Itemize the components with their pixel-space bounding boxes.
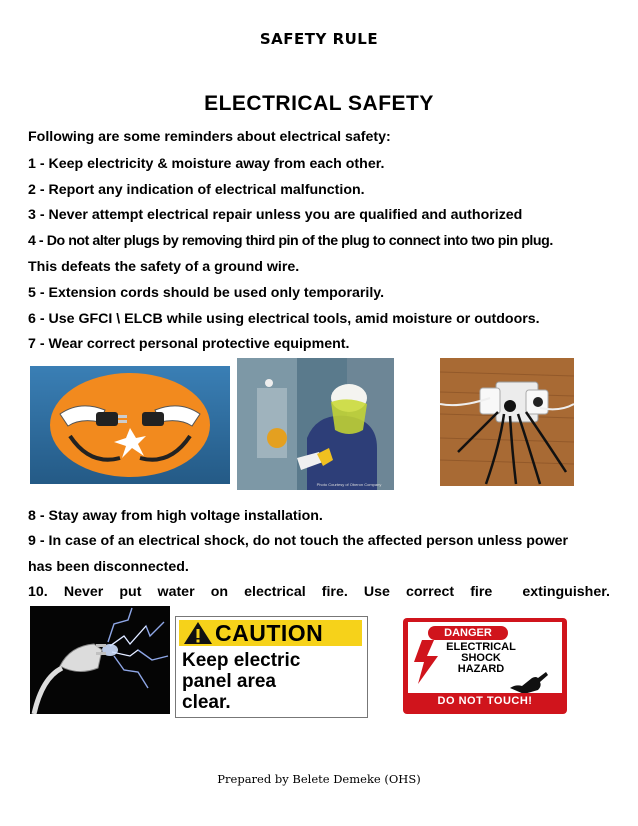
footer-credit: Prepared by Belete Demeke (OHS) xyxy=(217,772,421,786)
intro-text: Following are some reminders about electrical safety: xyxy=(28,129,391,145)
caution-label: CAUTION xyxy=(215,619,324,646)
caution-line: panel area xyxy=(182,671,276,692)
danger-footer: DO NOT TOUCH! xyxy=(408,693,562,710)
rule-word: fire. xyxy=(321,584,348,600)
caution-sign xyxy=(175,616,368,718)
rule-word: electrical xyxy=(244,584,306,600)
rule-line: 6 - Use GFCI \ ELCB while using electrical tools, amid moisture or outdoors. xyxy=(28,311,540,327)
danger-line: HAZARD xyxy=(457,663,505,675)
rule-word: extinguisher. xyxy=(522,584,610,600)
danger-line: SHOCK xyxy=(461,652,501,664)
ppe-worker-photo xyxy=(237,358,394,490)
rule-line: 7 - Wear correct personal protective equipment. xyxy=(28,336,350,352)
rule-line: 2 - Report any indication of electrical malfunction. xyxy=(28,182,365,198)
electric-plug-sparks-photo xyxy=(30,606,170,714)
rule-word: water xyxy=(157,584,195,600)
hand-icon xyxy=(508,668,548,694)
rule-word: fire xyxy=(470,584,493,600)
rule-line: 9 - In case of an electrical shock, do not touch the affected person unless power xyxy=(28,533,569,549)
warning-triangle-icon xyxy=(183,621,213,645)
caution-line: clear. xyxy=(182,692,231,713)
rule-word: correct xyxy=(406,584,455,600)
danger-line: ELECTRICAL xyxy=(446,641,516,653)
page-header-title: SAFETY RULE xyxy=(259,30,379,48)
rule-word: Use xyxy=(363,584,390,600)
rule-line: 8 - Stay away from high voltage installation. xyxy=(28,508,323,524)
danger-header: DANGER xyxy=(428,626,508,640)
rule-word: Never xyxy=(63,584,104,600)
rule-line: 3 - Never attempt electrical repair unless you are qualified and authorized xyxy=(28,207,523,223)
rule-word: put xyxy=(119,584,142,600)
rule-line: This defeats the safety of a ground wire. xyxy=(28,259,300,275)
unplug-illustration xyxy=(30,366,230,484)
caution-line: Keep electric xyxy=(182,650,301,671)
rule-line: has been disconnected. xyxy=(28,559,189,575)
rule-word: on xyxy=(210,584,229,600)
photo-caption: Photo Courtesy of Oberon Company xyxy=(316,482,382,487)
rule-line: 5 - Extension cords should be used only temporarily. xyxy=(28,285,385,301)
rule-line: 4 - Do not alter plugs by removing third pin of the plug to connect into two pin plug. xyxy=(28,233,553,249)
rule-word: 10. xyxy=(28,584,48,600)
overloaded-outlet-photo xyxy=(440,358,574,486)
page-title: ELECTRICAL SAFETY xyxy=(204,92,434,115)
danger-shock-hazard-sign xyxy=(403,618,567,714)
rule-line xyxy=(28,583,610,601)
lightning-bolt-icon xyxy=(412,640,442,684)
rule-line: 1 - Keep electricity & moisture away from each other. xyxy=(28,156,385,172)
caution-header xyxy=(179,620,362,646)
